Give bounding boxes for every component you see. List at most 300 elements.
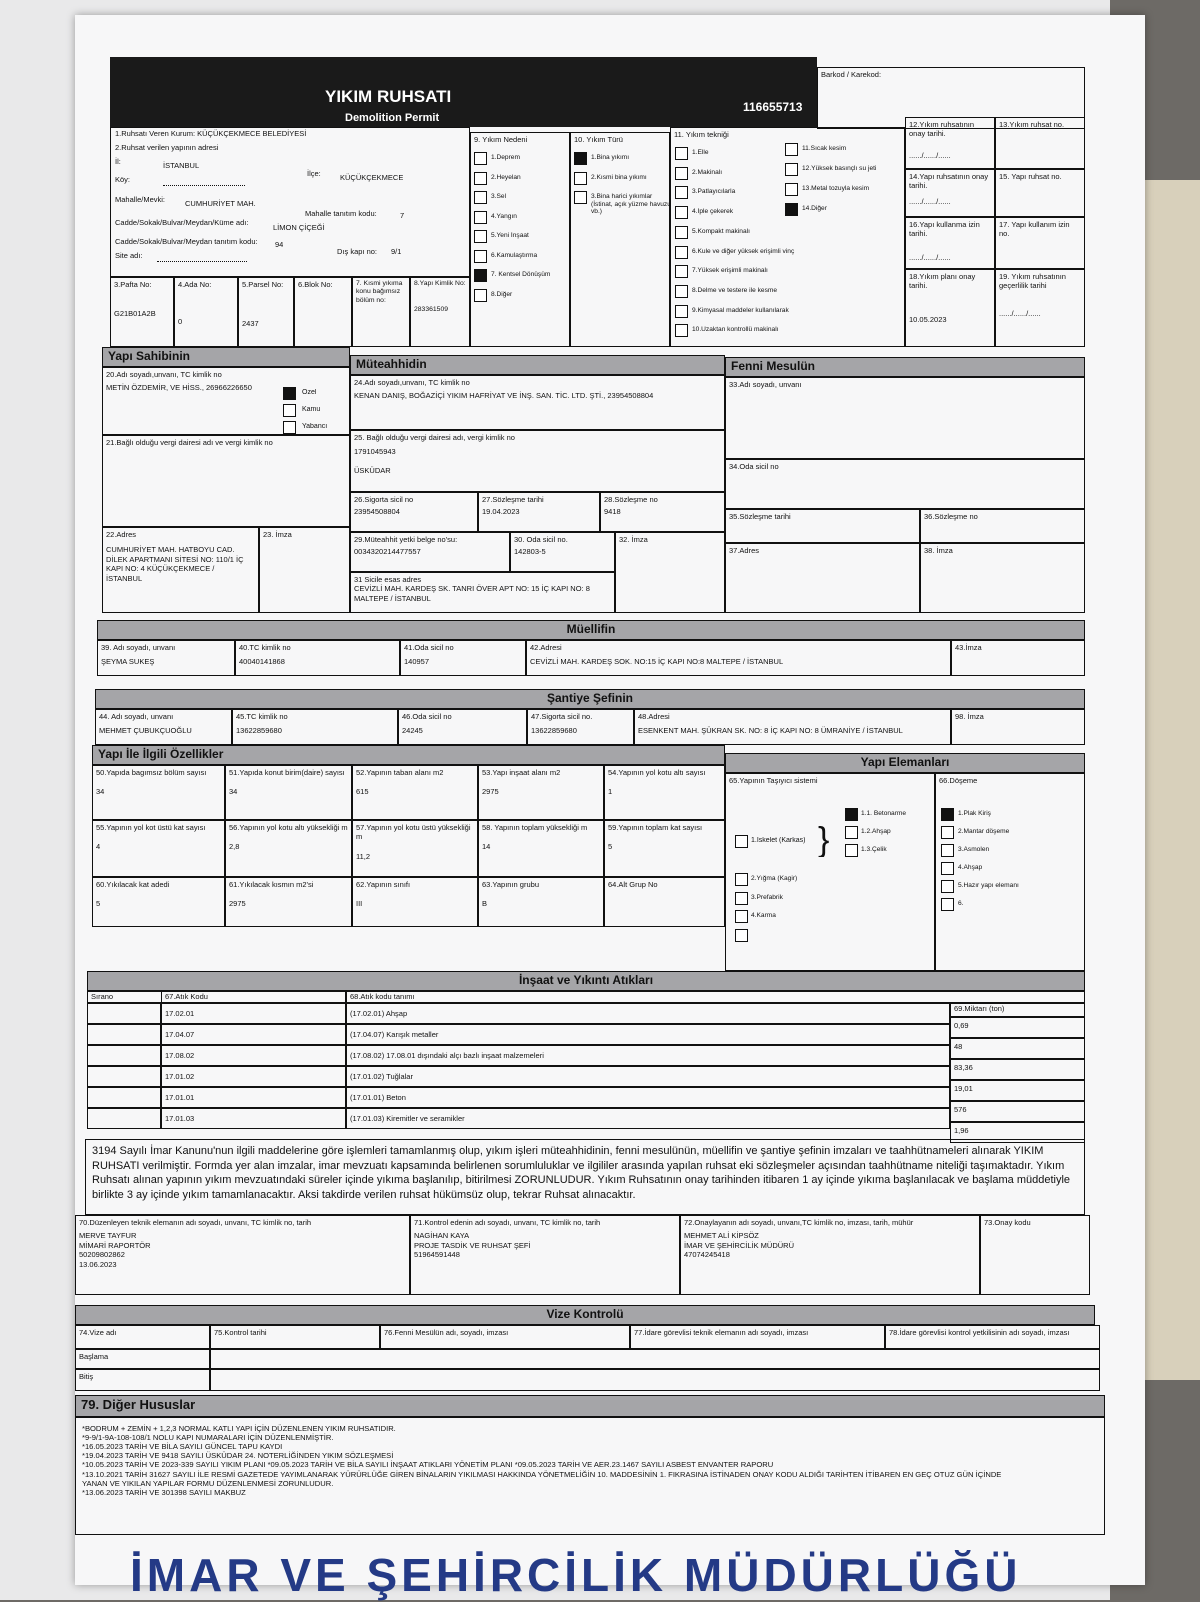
atik-kod-1: 17.02.01 [161, 1003, 346, 1024]
f42-cell [526, 640, 951, 676]
teknik-left-checkbox-1[interactable] [675, 147, 688, 160]
turu-checkbox-2[interactable] [574, 172, 587, 185]
nedeni-checkbox-1[interactable] [474, 152, 487, 165]
tasiyici-label-2: 3.Prefabrik [751, 893, 783, 901]
doseme-label-2: 2.Mantar döşeme [958, 828, 1010, 835]
teknik-left-label-7: 7.Yüksek erişimli makinalı [692, 267, 768, 275]
ozellik-cell-9 [478, 820, 604, 877]
ozellik-cell-11 [92, 877, 225, 927]
yapi-sahibi-bar: Yapı Sahibinin [102, 347, 350, 367]
teknik-right-checkbox-2[interactable] [785, 163, 798, 176]
yikim-teknigi-title: 11. Yıkım tekniği [674, 130, 729, 139]
ada-value: 0 [178, 317, 183, 327]
nedeni-checkbox-4[interactable] [474, 211, 487, 224]
dis-kapi-value: 9/1 [391, 247, 402, 256]
f46-cell [398, 709, 527, 745]
site-line [157, 261, 247, 262]
nedeni-label-5: 5.Yeni İnşaat [491, 232, 529, 239]
f39-cell [97, 640, 235, 676]
ozellik-value-10: 5 [608, 842, 613, 852]
atik-tanim-2: (17.04.07) Karışık metaller [346, 1024, 950, 1045]
f34-label: 34.Oda sicil no [729, 462, 779, 471]
atik-tanim-6: (17.01.03) Kiremitler ve seramikler [346, 1108, 950, 1129]
ozel-checkbox[interactable] [283, 387, 296, 400]
teknik-left-checkbox-9[interactable] [675, 305, 688, 318]
blok-cell [294, 277, 352, 347]
f30-value: 142803-5 [514, 547, 546, 557]
header-band [110, 57, 817, 127]
f25-value-2: ÜSKÜDAR [354, 465, 391, 475]
nedeni-label-4: 4.Yangın [491, 212, 517, 220]
tasiyici-label-1: 2.Yığma (Kagir) [751, 875, 798, 882]
teknik-right-label-4: 14.Diğer [802, 205, 827, 212]
teknik-left-checkbox-3[interactable] [675, 186, 688, 199]
teknik-left-label-9: 9.Kimyasal maddeler kullanılarak [692, 306, 789, 314]
teknik-left-label-2: 2.Makinalı [692, 168, 723, 176]
teknik-right-label-2: 12.Yüksek basınçlı su jeti [802, 165, 877, 172]
f14-label: 14.Yapı ruhsatının onay tarihi. [909, 172, 989, 191]
f22-cell [102, 527, 259, 613]
f29-cell [350, 532, 510, 572]
f98-label: 98. İmza [955, 712, 984, 721]
yapi-kimlik-label: 8.Yapı Kimlik No: [414, 280, 466, 287]
teknik-left-checkbox-7[interactable] [675, 265, 688, 278]
f23-cell [259, 527, 350, 613]
f98-cell [951, 709, 1085, 745]
field-1: 1.Ruhsatı Veren Kurum: KÜÇÜKÇEKMECE BELEDİYESİ [115, 129, 307, 138]
atik-tanim-3: (17.08.02) 17.08.01 dışındaki alçı bazlı inşaat malzemeleri [346, 1045, 950, 1066]
teknik-right-checkbox-4[interactable] [785, 203, 798, 216]
f25-label: 25. Bağlı olduğu vergi dairesi adı, vergi kimlik no [354, 433, 515, 442]
ozellik-value-4: 2975 [482, 787, 499, 797]
pafta-value: G21B01A2B [114, 309, 156, 319]
atik-kod-5: 17.01.01 [161, 1087, 346, 1108]
atik-kod-6: 17.01.03 [161, 1108, 346, 1129]
ozellik-cell-6 [92, 820, 225, 877]
vize-bitis-label: Bitiş [79, 1372, 94, 1381]
ozellik-cell-5 [604, 765, 725, 820]
f37-cell [725, 543, 920, 613]
f15-label: 15. Yapı ruhsat no. [999, 172, 1062, 181]
h-kod-label: 67.Atık Kodu [165, 992, 208, 1001]
doseme-checkbox-3[interactable] [941, 844, 954, 857]
nedeni-label-8: 8.Diğer [491, 290, 513, 298]
atik-miktar-5: 576 [950, 1101, 1085, 1122]
yikim-turu-title: 10. Yıkım Türü [574, 135, 623, 144]
ozellikler-bar: Yapı İle İlgili Özellikler [92, 745, 725, 765]
diger-bar: 79. Diğer Hususlar [75, 1395, 1105, 1417]
turu-checkbox-1[interactable] [574, 152, 587, 165]
h77-label: 77.İdare görevlisi teknik elemanın adı soyadı, imzası [634, 1328, 809, 1337]
ozellik-label-15: 64.Alt Grup No [608, 880, 658, 889]
cadde-value: LİMON ÇİÇEĞİ [273, 223, 325, 232]
diger-text: *BODRUM + ZEMİN + 1,2,3 NORMAL KATLI YAPI İÇİN DÜZENLENEN YIKIM RUHSATIDIR. *9-9/1-9A-108-108/1 NOLU KAPI NUMARALARI İÇİN DÜZENLENMİŞTİR. *16.05.2023 TARİH VE BİLA SAYILI GÜNCEL TAPU KAYDI *19.04.2023 TARİH VE 9418 SAYILI ÜSKÜDAR 24. NOTERLİĞİNDEN YIKIM SÖZLEŞMESİ *10.05.2023 TARİH VE 2023-339 SAYILI YIKIM PLANI *09.05.2023 TARİH VE BİLA SAYILI İNŞAAT ATIKLARI YÖNETİM PLANI *09.05.2023 TARİH VE AER.23.1467 SAYILI ASBEST ENVANTER RAPORU *13.10.2021 TARİH 31627 SAYILI İLE RESMİ GAZETEDE YAYIMLANARAK YÜRÜRLÜĞE GİREN BİNALARIN YIKILMASI HAKKINDA YÖNETMELİĞİN 10. MADDESİNİN 1. FIKRASINA İSTİNADEN ONAY KODU ALDIĞI TARİHTEN İTİBAREN EN GEÇ OTUZ GÜN İÇİNDE YANAN VE YIKILAN YAPILAR FORMU DÜZENLENMESİ ZORUNLUDUR. *13.06.2023 TARİH VE 301398 SAYILI MAKBUZ [75, 1417, 1105, 1535]
f26-label: 26.Sigorta sicil no [354, 495, 414, 504]
h-tanim [346, 991, 1085, 1003]
parsel-value: 2437 [242, 319, 259, 329]
ozellik-cell-4 [478, 765, 604, 820]
f39-value: ŞEYMA SUKEŞ [101, 657, 155, 667]
h-miktar [950, 1003, 1085, 1017]
santiye-bar: Şantiye Şefinin [95, 689, 1085, 709]
f12-label: 12.Yıkım ruhsatının onay tarihi. [909, 120, 975, 139]
teknik-left-label-1: 1.Elle [692, 149, 709, 156]
muteahhit-bar: Müteahhidin [350, 355, 725, 375]
atik-tanim-1: (17.02.01) Ahşap [346, 1003, 950, 1024]
f29-label: 29.Müteahhit yetki belge no'su: [354, 535, 458, 544]
f66-label: 66.Döşeme [939, 776, 978, 785]
tasiyici-label-3: 4.Karma [751, 912, 776, 919]
atik-sira-2 [87, 1024, 161, 1045]
ozellik-value-7: 2,8 [229, 842, 240, 852]
ozellik-label-8: 57.Yapının yol kotu üstü yüksekliği m [356, 823, 471, 842]
ozellik-cell-15 [604, 877, 725, 927]
permit-sheet [75, 15, 1145, 1585]
f34-cell [725, 459, 1085, 509]
h-sira-label: Sırano [91, 992, 114, 1001]
ozellik-value-9: 14 [482, 842, 491, 852]
ozellik-label-7: 56.Yapının yol kotu altı yüksekliği m [229, 823, 348, 832]
f71-label: 71.Kontrol edenin adı soyadı, unvanı, TC kimlik no, tarih [414, 1218, 601, 1227]
f16-label: 16.Yapı kullanma izin tarihi. [909, 220, 980, 239]
f38-label: 38. İmza [924, 546, 953, 555]
f12-blank: ....../....../...... [909, 150, 951, 160]
f27-label: 27.Sözleşme tarihi [482, 495, 544, 504]
f15-cell [995, 169, 1085, 217]
h77 [630, 1325, 885, 1349]
pafta-label: 3.Pafta No: [114, 280, 152, 289]
ozellik-label-1: 50.Yapıda bagımsız bölüm sayısı [96, 768, 207, 777]
ozellik-label-11: 60.Yıkılacak kat adedi [96, 880, 170, 889]
f73-cell [980, 1215, 1090, 1295]
f22-label: 22.Adres [106, 530, 137, 539]
vize-bar: Vize Kontrolü [75, 1305, 1095, 1325]
teknik-left-label-6: 6.Kule ve diğer yüksek erişimli vinç [692, 247, 795, 255]
f70-value: MERVE TAYFUR MİMARİ RAPORTÖR 50209802862 13.06.2023 [79, 1231, 151, 1269]
ozellik-value-6: 4 [96, 842, 101, 852]
atik-sira-4 [87, 1066, 161, 1087]
tasiyici-sub-label-2: 1.2.Ahşap [861, 828, 891, 835]
vize-row-bitis [75, 1369, 210, 1391]
f42-label: 42.Adresi [530, 643, 562, 652]
dis-kapi-label: Dış kapı no: [337, 247, 378, 256]
yikim-nedeni-title: 9. Yıkım Nedeni [474, 135, 528, 144]
atik-miktar-4: 19,01 [950, 1080, 1085, 1101]
ozellik-value-3: 615 [356, 787, 369, 797]
office-stamp: İMAR VE ŞEHİRCİLİK MÜDÜRLÜĞÜ [130, 1549, 1022, 1601]
f20-value: METİN ÖZDEMİR, VE HİSS., 26966226650 [106, 383, 252, 393]
doseme-label-1: 1.Plak Kiriş [958, 810, 991, 817]
doseme-checkbox-6[interactable] [941, 898, 954, 911]
atik-miktar-6: 1,96 [950, 1122, 1085, 1143]
f41-value: 140957 [404, 657, 430, 667]
yapi-kimlik-value: 283361509 [414, 306, 449, 314]
f48-cell [634, 709, 951, 745]
h78 [885, 1325, 1100, 1349]
turu-label-3: 3.Bina harici yıkımlar (İstinat, açık yüzme havuzu vb.) [591, 193, 671, 216]
f24-value: KENAN DANIŞ, BOĞAZİÇİ YIKIM HAFRİYAT VE İNŞ. SAN. TİC. LTD. ŞTİ., 23954508804 [354, 391, 654, 401]
f20-label: 20.Adı soyadı,unvanı, TC kimlik no [106, 370, 222, 379]
parsel-cell [238, 277, 294, 347]
atik-kod-3: 17.08.02 [161, 1045, 346, 1066]
teknik-left-checkbox-5[interactable] [675, 226, 688, 239]
ozellik-cell-7 [225, 820, 352, 877]
doseme-label-5: 5.Hazır yapı elemanı [958, 882, 1019, 889]
teknik-right-checkbox-3[interactable] [785, 183, 798, 196]
tasiyici-checkbox-2[interactable] [735, 892, 748, 905]
pafta-cell [110, 277, 174, 347]
teknik-left-label-10: 10.Uzaktan kontrollü makinalı [692, 326, 779, 334]
f46-label: 46.Oda sicil no [402, 712, 452, 721]
iskelet-label: 1.İskelet (Karkas) [751, 837, 806, 844]
teknik-left-label-3: 3.Patlayıcılarla [692, 188, 736, 196]
f40-label: 40.TC kimlik no [239, 643, 291, 652]
f16-blank: ....../....../...... [909, 252, 951, 262]
f31-label: 31 Sicile esas adres [354, 575, 422, 584]
nedeni-checkbox-3[interactable] [474, 191, 487, 204]
ilce-label: İlçe: [307, 169, 321, 178]
atik-miktar-1: 0,69 [950, 1017, 1085, 1038]
f18-value: 10.05.2023 [909, 314, 947, 324]
f17-cell [995, 217, 1085, 269]
h76-label: 76.Fenni Mesülün adı, soyadı, imzası [384, 1328, 509, 1337]
ada-label: 4.Ada No: [178, 280, 212, 289]
blok-label: 6.Blok No: [298, 280, 333, 289]
nedeni-checkbox-8[interactable] [474, 289, 487, 302]
ozellik-value-11: 5 [96, 899, 101, 909]
f47-cell [527, 709, 634, 745]
f46-value: 24245 [402, 726, 423, 736]
atik-sira-6 [87, 1108, 161, 1129]
page-subtitle: Demolition Permit [345, 112, 440, 124]
f33-label: 33.Adı soyadı, unvanı [729, 380, 802, 389]
atik-kod-4: 17.01.02 [161, 1066, 346, 1087]
nedeni-label-2: 2.Heyelan [491, 173, 521, 181]
f19-label: 19. Yıkım ruhsatının geçerlilik tarihi [999, 272, 1066, 291]
h-miktar-label: 69.Miktarı (ton) [954, 1004, 1005, 1013]
tasiyici-checkbox-4[interactable] [735, 929, 748, 942]
nedeni-checkbox-5[interactable] [474, 230, 487, 243]
h75-label: 75.Kontrol tarihi [214, 1328, 267, 1337]
iskelet-checkbox[interactable] [735, 835, 748, 848]
ozellik-cell-12 [225, 877, 352, 927]
tasiyici-sub-label-3: 1.3.Çelik [861, 846, 887, 853]
mahalle-code-label: Mahalle tanıtım kodu: [305, 209, 377, 218]
h76 [380, 1325, 630, 1349]
permit-number: 116655713 [743, 100, 803, 114]
tasiyici-sub-checkbox-1[interactable] [845, 808, 858, 821]
doseme-checkbox-5[interactable] [941, 880, 954, 893]
koy-line [163, 185, 245, 186]
f26-value: 23954508804 [354, 507, 400, 517]
h-kod [161, 991, 346, 1003]
vize-row-bitis-fill [210, 1369, 1100, 1391]
f44-cell [95, 709, 232, 745]
f71-cell [410, 1215, 680, 1295]
teknik-right-label-3: 13.Metal tozuyla kesim [802, 185, 870, 192]
tasiyici-sub-label-1: 1.1. Betonarme [861, 810, 907, 817]
ozellik-label-3: 52.Yapının taban alanı m2 [356, 768, 444, 777]
vize-row-basla-fill [210, 1349, 1100, 1369]
f65-label: 65.Yapının Taşıyıcı sistemi [729, 776, 818, 785]
tasiyici-sub-checkbox-2[interactable] [845, 826, 858, 839]
ozellik-cell-8 [352, 820, 478, 877]
page-title: YIKIM RUHSATI [325, 87, 452, 106]
tasiyici-checkbox-1[interactable] [735, 873, 748, 886]
f70-cell [75, 1215, 410, 1295]
fenni-bar: Fenni Mesulün [725, 357, 1085, 377]
muellif-bar: Müellifin [97, 620, 1085, 640]
nedeni-label-1: 1.Deprem [491, 154, 520, 161]
turu-label-2: 2.Kısmi bina yıkımı [591, 173, 647, 181]
nedeni-checkbox-6[interactable] [474, 250, 487, 263]
f26-cell [350, 492, 478, 532]
ozellik-label-5: 54.Yapının yol kotu altı sayısı [608, 768, 706, 777]
ada-cell [174, 277, 238, 347]
f18-cell [905, 269, 995, 347]
atik-tanim-5: (17.01.01) Beton [346, 1087, 950, 1108]
vize-row-basla [75, 1349, 210, 1369]
ozel-label: Özel [302, 389, 317, 396]
kismi-label: 7. Kısmi yıkıma konu bağımsız bölüm no: [356, 280, 403, 304]
h78-label: 78.İdare görevlisi kontrol yetkilisinin adı soyadı, imzası [889, 1328, 1070, 1337]
turu-checkbox-3[interactable] [574, 191, 587, 204]
teknik-left-checkbox-2[interactable] [675, 167, 688, 180]
elemanlar-bar: Yapı Elemanları [725, 753, 1085, 773]
yapi-kimlik-cell [410, 277, 470, 347]
f27-cell [478, 492, 600, 532]
f43-cell [951, 640, 1085, 676]
nedeni-checkbox-7[interactable] [474, 269, 487, 282]
f66-cell [935, 773, 1085, 971]
site-label: Site adı: [115, 251, 143, 260]
atiklar-bar: İnşaat ve Yıkıntı Atıkları [87, 971, 1085, 991]
teknik-left-label-5: 5.Kompakt makinalı [692, 227, 750, 235]
ozellik-label-12: 61.Yıkılacak kısmın m2'si [229, 880, 314, 889]
f39-label: 39. Adı soyadı, unvanı [101, 643, 176, 652]
cadde-label: Cadde/Sokak/Bulvar/Meydan/Küme adı: [115, 218, 249, 227]
ozellik-label-13: 62.Yapının sınıfı [356, 880, 411, 889]
teknik-left-label-4: 4.İple çekerek [692, 208, 734, 216]
atik-kod-2: 17.04.07 [161, 1024, 346, 1045]
f38-cell [920, 543, 1085, 613]
nedeni-label-6: 6.Kamulaştırma [491, 251, 538, 259]
f17-label: 17. Yapı kullanım izin no. [999, 220, 1070, 239]
kismi-cell [352, 277, 410, 347]
ozellik-value-2: 34 [229, 787, 238, 797]
mahalle-label: Mahalle/Mevki: [115, 195, 166, 204]
f71-value: NAGİHAN KAYA PROJE TASDİK VE RUHSAT ŞEFİ 51964591448 [414, 1231, 531, 1260]
ozellik-label-14: 63.Yapının grubu [482, 880, 539, 889]
f44-value: MEHMET ÇUBUKÇUOĞLU [99, 726, 192, 736]
ozellik-cell-13 [352, 877, 478, 927]
f43-label: 43.İmza [955, 643, 982, 652]
cadde-code-value: 94 [275, 240, 284, 249]
f25-value-1: 1791045943 [354, 447, 396, 457]
il-value: İSTANBUL [163, 161, 200, 170]
f33-cell [725, 377, 1085, 459]
f37-label: 37.Adres [729, 546, 760, 555]
il-label: İl: [115, 157, 121, 166]
f24-label: 24.Adı soyadı,unvanı, TC kimlik no [354, 378, 470, 387]
f23-label: 23. İmza [263, 530, 292, 539]
tasiyici-sub-checkbox-3[interactable] [845, 844, 858, 857]
teknik-left-checkbox-10[interactable] [675, 324, 688, 337]
ozellik-label-6: 55.Yapının yol kot üstü kat sayısı [96, 823, 206, 832]
f40-cell [235, 640, 400, 676]
ozellik-label-9: 58. Yapının toplam yüksekliği m [482, 823, 588, 832]
mahalle-value: CUMHURİYET MAH. [185, 199, 256, 208]
f48-value: ESENKENT MAH. ŞÜKRAN SK. NO: 8 İÇ KAPI NO: 8 ÜMRANİYE / İSTANBUL [638, 726, 903, 736]
f47-value: 13622859680 [531, 726, 577, 736]
f30-cell [510, 532, 615, 572]
f13-label: 13.Yıkım ruhsat no. [999, 120, 1065, 129]
teknik-right-checkbox-1[interactable] [785, 143, 798, 156]
ozellik-cell-10 [604, 820, 725, 877]
f70-label: 70.Düzenleyen teknik elemanın adı soyadı, unvanı, TC kimlik no, tarih [79, 1218, 312, 1227]
teknik-right-label-1: 11.Sıcak kesim [802, 145, 847, 152]
f18-label: 18.Yıkım planı onay tarihi. [909, 272, 976, 291]
doseme-checkbox-1[interactable] [941, 808, 954, 821]
yabanci-label: Yabancı [302, 423, 328, 430]
f36-label: 36.Sözleşme no [924, 512, 978, 521]
ilce-value: KÜÇÜKÇEKMECE [340, 173, 404, 182]
yabanci-checkbox[interactable] [283, 421, 296, 434]
f72-label: 72.Onaylayanın adı soyadı, unvanı,TC kimlik no, imzası, tarih, mühür [684, 1218, 914, 1227]
f40-value: 40040141868 [239, 657, 285, 667]
barcode-label: Barkod / Karekod: [821, 70, 882, 79]
mahalle-code-value: 7 [400, 211, 405, 220]
f25-cell [350, 430, 725, 492]
nedeni-label-3: 3.Sel [491, 193, 507, 200]
f32-label: 32. İmza [619, 535, 648, 544]
ozellik-value-14: B [482, 899, 488, 909]
f31-value: CEVİZLİ MAH. KARDEŞ SK. TANRI ÖVER APT NO: 15 İÇ KAPI NO: 8 MALTEPE / İSTANBUL [354, 584, 590, 603]
f16-cell [905, 217, 995, 269]
h-sira [87, 991, 161, 1003]
f72-value: MEHMET ALİ KİPSÖZ İMAR VE ŞEHİRCİLİK MÜDÜRÜ 47074245418 [684, 1231, 795, 1260]
tasiyici-checkbox-3[interactable] [735, 910, 748, 923]
ozellik-cell-3 [352, 765, 478, 820]
f45-cell [232, 709, 398, 745]
nedeni-label-7: 7. Kentsel Dönüşüm [491, 271, 551, 278]
f48-label: 48.Adresi [638, 712, 670, 721]
ozellik-value-12: 2975 [229, 899, 246, 909]
f31-cell [350, 572, 615, 613]
doseme-checkbox-4[interactable] [941, 862, 954, 875]
cadde-code-label: Cadde/Sokak/Bulvar/Meydan tanıtım kodu: [115, 237, 258, 246]
vize-basla-label: Başlama [79, 1352, 109, 1361]
f19-blank: ....../....../...... [999, 308, 1041, 318]
f73-label: 73.Onay kodu [984, 1218, 1031, 1227]
f28-value: 9418 [604, 507, 621, 517]
doseme-label-6: 6. [958, 900, 964, 907]
doseme-checkbox-2[interactable] [941, 826, 954, 839]
f21-cell [102, 435, 350, 527]
teknik-left-checkbox-4[interactable] [675, 206, 688, 219]
f12-cell [905, 117, 995, 169]
f30-label: 30. Oda sicil no. [514, 535, 568, 544]
teknik-left-checkbox-8[interactable] [675, 285, 688, 298]
atik-miktar-3: 83,36 [950, 1059, 1085, 1080]
kamu-checkbox[interactable] [283, 404, 296, 417]
doseme-label-4: 4.Ahşap [958, 864, 983, 871]
f32-cell [615, 532, 725, 613]
f22-value: CUMHURİYET MAH. HATBOYU CAD. DİLEK APARTMANI SİTESİ NO: 110/1 İÇ KAPI NO: 4 KÜÇÜKÇEKMECE / İSTANBUL [106, 545, 244, 583]
nedeni-checkbox-2[interactable] [474, 172, 487, 185]
ozellik-label-2: 51.Yapıda konut birim(daire) sayısı [229, 768, 345, 777]
teknik-left-checkbox-6[interactable] [675, 246, 688, 259]
